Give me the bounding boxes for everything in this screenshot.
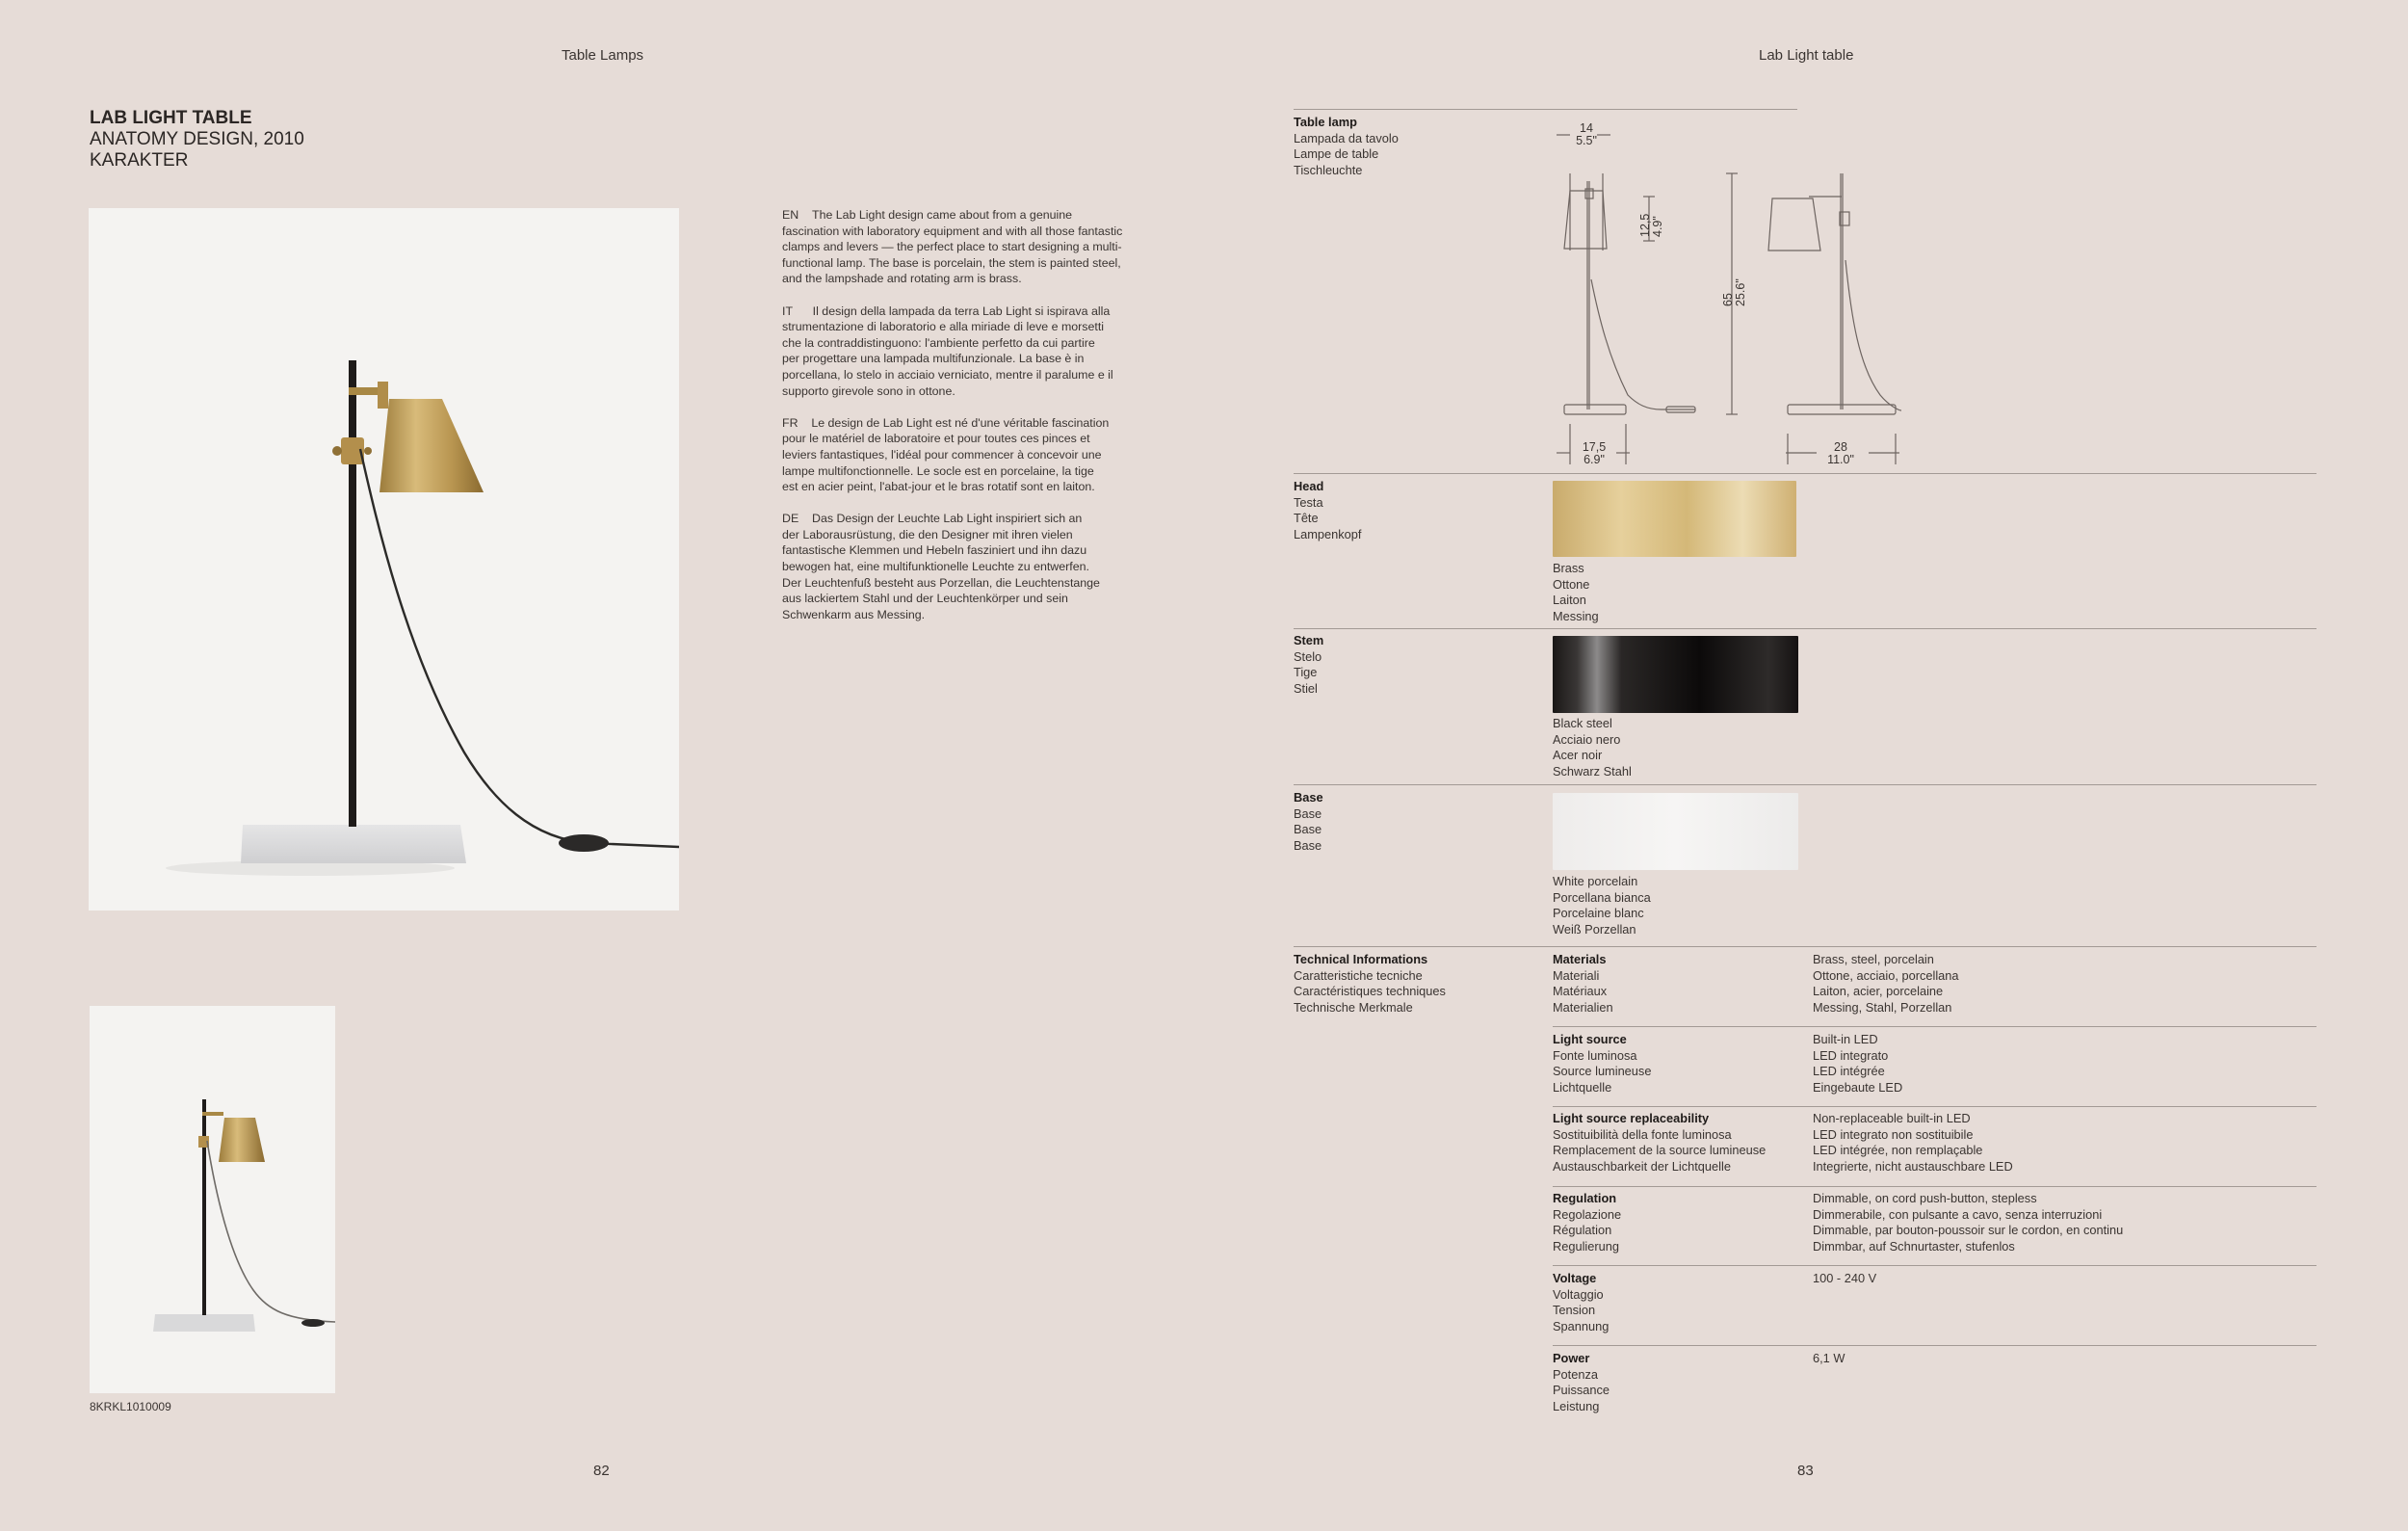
product-photo-large <box>89 208 679 911</box>
divider-head <box>1294 473 2316 474</box>
divider-base <box>1294 784 2316 785</box>
dim-top-width: 14 5.5" <box>1576 121 1597 147</box>
divider-light-source <box>1553 1026 2316 1027</box>
description-block <box>782 207 1129 639</box>
lab-light-lamp-thumbnail <box>90 1006 335 1393</box>
top-divider <box>1294 109 1797 110</box>
finish-base-part: Base Base Base Base <box>1294 790 1323 853</box>
divider-stem <box>1294 628 2316 629</box>
tech-replaceability-value: Non-replaceable built-in LED LED integrato non sostituibile LED intégrée, non remplaçable Integrierte, nicht austauschbare LED <box>1813 1111 2013 1174</box>
description-it: IT Il design della lampada da terra Lab Light si ispirava alla strumentazione di laboratorio e alla miriade di leve e morsetti che la contraddistinguono: l'ambiente perfetto da cui partire per progettare una lampada multifunzionale. La base è in porcellana, lo stelo in acciaio verniciato, mentre il paralume e il supporto girevole sono in ottone. <box>782 304 1113 398</box>
technical-heading: Technical Informations Caratteristiche tecniche Caractéristiques techniques Technische Merkmale <box>1294 952 1446 1015</box>
tech-materials-label: Materials Materiali Matériaux Materialien <box>1553 952 1613 1015</box>
tech-power-label: Power Potenza Puissance Leistung <box>1553 1351 1610 1413</box>
swatch-black-steel <box>1553 636 1798 713</box>
running-head-left: Table Lamps <box>562 47 644 64</box>
description-fr: FR Le design de Lab Light est né d'une véritable fascination pour le matériel de laboratoire et pour toutes ces pinces et leviers fantastiques, l'idéal pour commencer à concevoir une lampe multifonctionnelle. Le socle est en porcelaine, la tige est en acier peint, l'abat-jour et le bras rotatif sont en laiton. <box>782 415 1110 494</box>
finish-head-part: Head Testa Tête Lampenkopf <box>1294 479 1362 541</box>
finish-base-material: White porcelain Porcellana bianca Porcelaine blanc Weiß Porzellan <box>1553 874 1651 937</box>
product-photo-small <box>90 1006 335 1393</box>
tech-regulation-value: Dimmable, on cord push-button, stepless Dimmerabile, con pulsante a cavo, senza interruzioni Dimmable, par bouton-poussoir sur le cordon, en continu Dimmbar, auf Schnurtaster, stufenlos <box>1813 1191 2124 1254</box>
lab-light-lamp-image <box>89 208 679 911</box>
dim-shade-height: 12,5 4.9" <box>1638 213 1664 237</box>
divider-technical <box>1294 946 2316 947</box>
dim-total-height: 65 25.6" <box>1721 278 1747 306</box>
brand-name: KARAKTER <box>90 150 189 171</box>
product-title-block <box>90 108 304 172</box>
tech-voltage-value: 100 - 240 V <box>1813 1271 1877 1285</box>
finish-stem-part: Stem Stelo Tige Stiel <box>1294 633 1324 696</box>
designer-line: ANATOMY DESIGN, 2010 <box>90 129 304 149</box>
product-title: LAB LIGHT TABLE <box>90 108 252 128</box>
swatch-white-porcelain <box>1553 793 1798 870</box>
tech-light-source-value: Built-in LED LED integrato LED intégrée Eingebaute LED <box>1813 1032 1903 1095</box>
tech-light-source-label: Light source Fonte luminosa Source lumineuse Lichtquelle <box>1553 1032 1652 1095</box>
swatch-brass <box>1553 481 1796 557</box>
dim-base-width: 17,5 6.9" <box>1582 440 1607 466</box>
divider-replaceability <box>1553 1106 2316 1107</box>
finish-stem-material: Black steel Acciaio nero Acer noir Schwarz Stahl <box>1553 716 1632 779</box>
divider-regulation <box>1553 1186 2316 1187</box>
running-head-right: Lab Light table <box>1759 47 1854 64</box>
type-labels: Table lamp Lampada da tavolo Lampe de table Tischleuchte <box>1294 115 1399 177</box>
page-number-left: 82 <box>593 1463 610 1479</box>
dim-reach: 28 11.0" <box>1827 440 1854 466</box>
finish-head-material: Brass Ottone Laiton Messing <box>1553 561 1599 623</box>
tech-power-value: 6,1 W <box>1813 1351 1845 1365</box>
tech-materials-value: Brass, steel, porcelain Ottone, acciaio, porcellana Laiton, acier, porcelaine Messing, Stahl, Porzellan <box>1813 952 1959 1015</box>
description-de: DE Das Design der Leuchte Lab Light inspiriert sich an der Laborausrüstung, die den Designer mit ihren vielen fantastische Klemmen und Hebeln fasziniert und ihn dazu bewogen hat, eine multifunktionelle Leuchte zu entwerfen. Der Leuchtenfuß besteht aus Porzellan, die Leuchtenstange aus lackiertem Stahl und der Leuchtenkörper und sein Schwenkarm aus Messing. <box>782 512 1100 621</box>
description-en: EN The Lab Light design came about from a genuine fascination with laboratory equipment and with all those fantastic clamps and levers — the perfect place to start designing a multi- functional lamp. The base is porcelain, the stem is painted steel, and the lampshade and rotating arm is brass. <box>782 208 1123 286</box>
product-code: 8KRKL1010009 <box>90 1400 171 1413</box>
divider-power <box>1553 1345 2316 1346</box>
divider-voltage <box>1553 1265 2316 1266</box>
tech-voltage-label: Voltage Voltaggio Tension Spannung <box>1553 1271 1610 1333</box>
tech-regulation-label: Regulation Regolazione Régulation Regulierung <box>1553 1191 1622 1254</box>
page-number-right: 83 <box>1797 1463 1814 1479</box>
tech-replaceability-label: Light source replaceability Sostituibilità della fonte luminosa Remplacement de la source lumineuse Austauschbarkeit der Lichtquelle <box>1553 1111 1767 1174</box>
